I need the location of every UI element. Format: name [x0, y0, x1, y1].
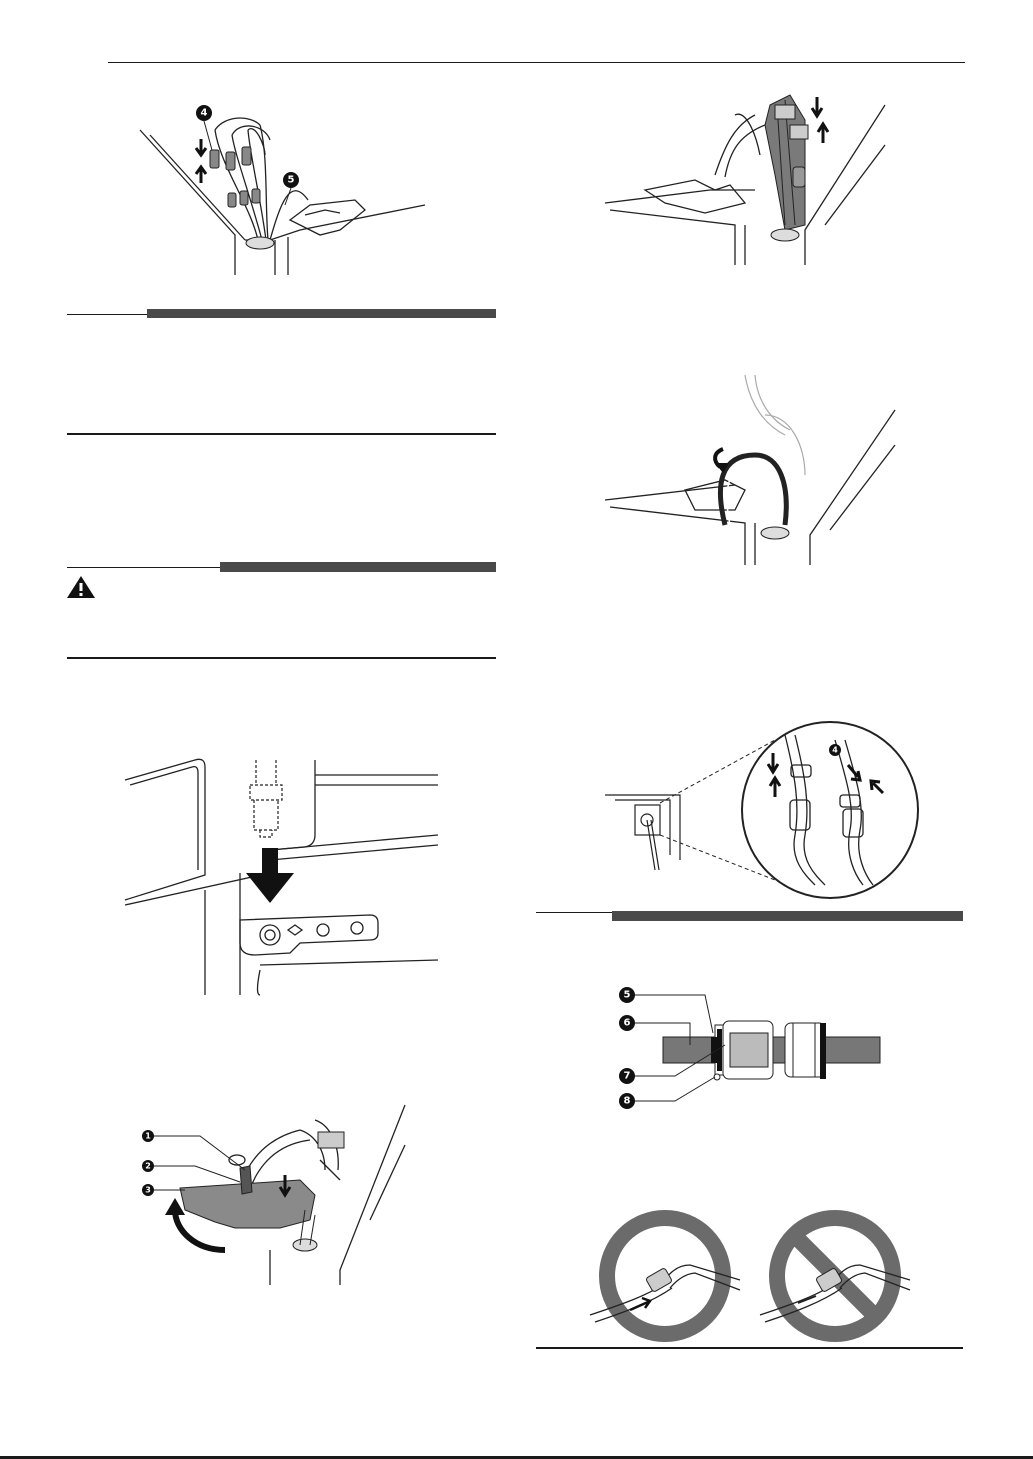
wire-routing-illustration	[605, 375, 900, 565]
section-bottom-rule	[536, 1347, 963, 1349]
callout-5	[619, 987, 635, 1003]
callout-4	[829, 744, 841, 756]
callout-2	[142, 1160, 154, 1172]
note-box-right-header-bar	[612, 911, 963, 921]
callout-5	[283, 172, 299, 188]
callout-7	[619, 1068, 635, 1084]
callout-1	[142, 1130, 154, 1142]
correct-circle-icon	[590, 1210, 740, 1342]
callout-8	[619, 1093, 635, 1109]
tube-fitting-cross-section-illustration	[615, 985, 890, 1115]
callout-3	[142, 1184, 154, 1196]
wire-harness-illustration	[605, 85, 895, 270]
incorrect-prohibition-icon	[760, 1210, 910, 1342]
note-box-bottom-rule	[67, 433, 496, 435]
svg-text:5: 5	[287, 174, 295, 186]
callout-4	[196, 105, 212, 121]
svg-text:7: 7	[623, 1070, 631, 1082]
hinge-plate-callout-illustration	[140, 1100, 440, 1285]
svg-text:4: 4	[832, 745, 838, 755]
svg-text:6: 6	[623, 1017, 631, 1029]
warning-triangle-icon	[66, 575, 96, 599]
svg-text:5: 5	[623, 989, 631, 1001]
note-box-header-bar	[147, 309, 496, 318]
door-hinge-install-illustration	[120, 755, 440, 995]
wire-connector-illustration	[140, 95, 440, 280]
svg-text:8: 8	[623, 1095, 631, 1107]
header-rule	[108, 62, 965, 63]
water-tube-connection-illustration	[605, 725, 905, 890]
callout-6	[619, 1015, 635, 1031]
caution-box-header-bar	[220, 562, 496, 572]
svg-text:3: 3	[145, 1185, 151, 1195]
svg-text:1: 1	[145, 1131, 151, 1141]
svg-text:4: 4	[200, 107, 208, 119]
svg-text:2: 2	[145, 1161, 151, 1171]
caution-box-bottom-rule	[67, 657, 496, 659]
